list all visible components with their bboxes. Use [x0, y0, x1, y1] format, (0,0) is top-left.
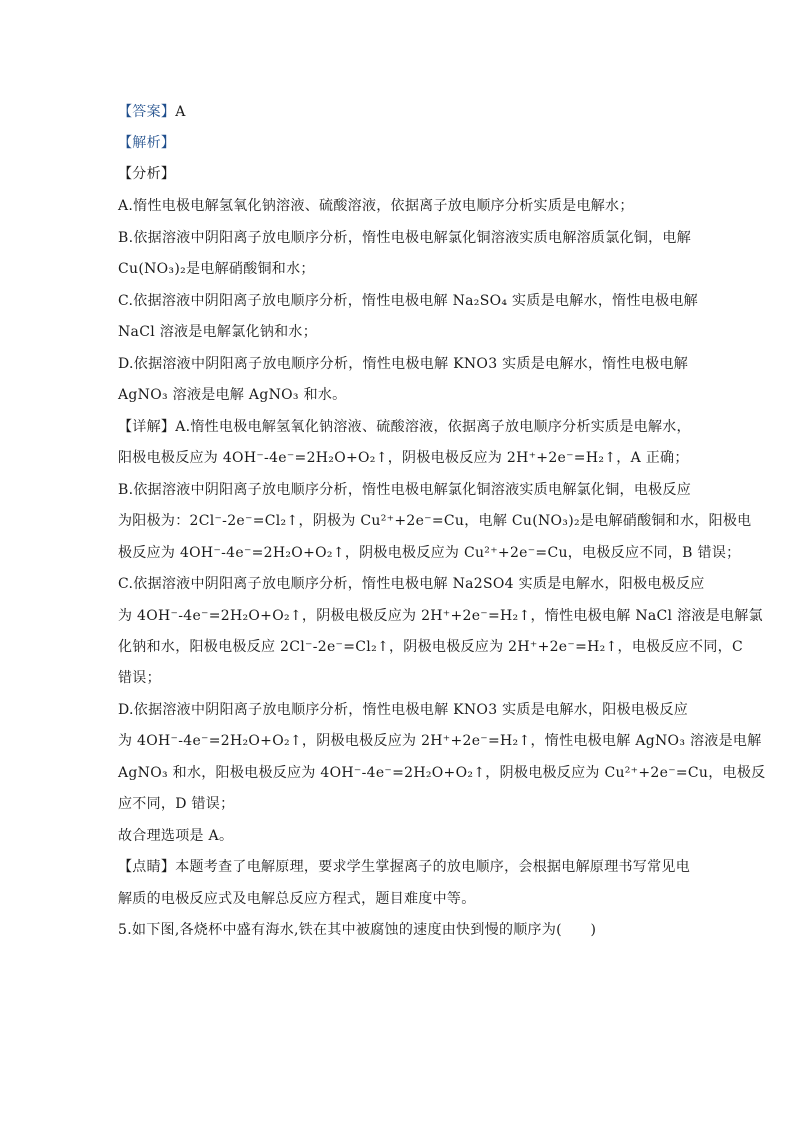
xiangjie-line: D.依据溶液中阴阳离子放电顺序分析，惰性电极电解 KNO3 实质是电解水，阳极电极反应 — [118, 702, 689, 718]
dianjing-line: 解质的电极反应式及电解总反应方程式，题目难度中等。 — [118, 891, 476, 907]
xiangjie-line: 为阳极为：2Cl⁻-2e⁻=Cl₂↑，阴极为 Cu²⁺+2e⁻=Cu，电解 Cu(NO₃)₂是电解硝酸铜和水，阳极电 — [118, 513, 752, 529]
dianjing-first-line — [118, 857, 691, 877]
xiangjie-line: 为 4OH⁻-4e⁻=2H₂O+O₂↑，阴极电极反应为 2H⁺+2e⁻=H₂↑，惰性电极电解 AgNO₃ 溶液是电解 — [118, 733, 762, 749]
xiangjie-line: B.依据溶液中阴阳离子放电顺序分析，惰性电极电解氯化铜溶液实质电解氯化铜，电极反应 — [118, 482, 692, 498]
xiangjie-line: 为 4OH⁻-4e⁻=2H₂O+O₂↑，阴极电极反应为 2H⁺+2e⁻=H₂↑，惰性电极电解 NaCl 溶液是电解氯 — [118, 608, 763, 624]
xiangjie-first-line — [118, 417, 691, 437]
fenxi-heading: 【分析】 — [118, 166, 176, 182]
fenxi-line: D.依据溶液中阴阳离子放电顺序分析，惰性电极电解 KNO3 实质是电解水，惰性电极电解 — [118, 356, 689, 372]
fenxi-line: Cu(NO₃)₂是电解硝酸铜和水； — [118, 261, 315, 277]
xiangjie-line: 极反应为 4OH⁻-4e⁻=2H₂O+O₂↑，阴极电极反应为 Cu²⁺+2e⁻=Cu，电极反应不同，B 错误； — [118, 545, 741, 561]
xiangjie-line: 故合理选项是 A。 — [118, 828, 234, 844]
fenxi-line: A.惰性电极电解氢氧化钠溶液、硫酸溶液，依据离子放电顺序分析实质是电解水； — [118, 198, 634, 214]
xiangjie-first-text: A.惰性电极电解氢氧化钠溶液、硫酸溶液，依据离子放电顺序分析实质是电解水， — [175, 419, 691, 435]
fenxi-line: NaCl 溶液是电解氯化钠和水； — [118, 324, 318, 340]
fenxi-line: AgNO₃ 溶液是电解 AgNO₃ 和水。 — [118, 387, 347, 403]
xiangjie-line: 阳极电极反应为 4OH⁻-4e⁻=2H₂O+O₂↑，阴极电极反应为 2H⁺+2e⁻=H₂↑，A 正确； — [118, 450, 689, 466]
answer-value: A — [175, 104, 186, 120]
answer-label: 【答案】 — [118, 104, 176, 120]
xiangjie-heading: 【详解】 — [118, 419, 176, 435]
dianjing-heading: 【点睛】 — [118, 859, 176, 875]
fenxi-line: B.依据溶液中阴阳离子放电顺序分析，惰性电极电解氯化铜溶液实质电解溶质氯化铜，电解 — [118, 230, 692, 246]
answer-line — [118, 102, 688, 122]
dianjing-first-text: 本题考查了电解原理，要求学生掌握离子的放电顺序，会根据电解原理书写常见电 — [175, 859, 691, 875]
fenxi-line: C.依据溶液中阴阳离子放电顺序分析，惰性电极电解 Na₂SO₄ 实质是电解水，惰性电极电解 — [118, 293, 698, 309]
xiangjie-line: C.依据溶液中阴阳离子放电顺序分析，惰性电极电解 Na2SO4 实质是电解水，阳极电极反应 — [118, 576, 705, 592]
xiangjie-line: 化钠和水，阳极电极反应 2Cl⁻-2e⁻=Cl₂↑，阴极电极反应为 2H⁺+2e⁻=H₂↑，电极反应不同，C — [118, 639, 743, 655]
xiangjie-line: AgNO₃ 和水，阳极电极反应为 4OH⁻-4e⁻=2H₂O+O₂↑，阴极电极反应为 Cu²⁺+2e⁻=Cu，电极反 — [118, 765, 766, 781]
xiangjie-line: 错误； — [118, 670, 161, 686]
analysis-heading: 【解析】 — [118, 135, 176, 151]
question-5: 5.如下图,各烧杯中盛有海水,铁在其中被腐蚀的速度由快到慢的顺序为( ) — [118, 922, 597, 938]
xiangjie-line: 应不同，D 错误； — [118, 796, 235, 812]
